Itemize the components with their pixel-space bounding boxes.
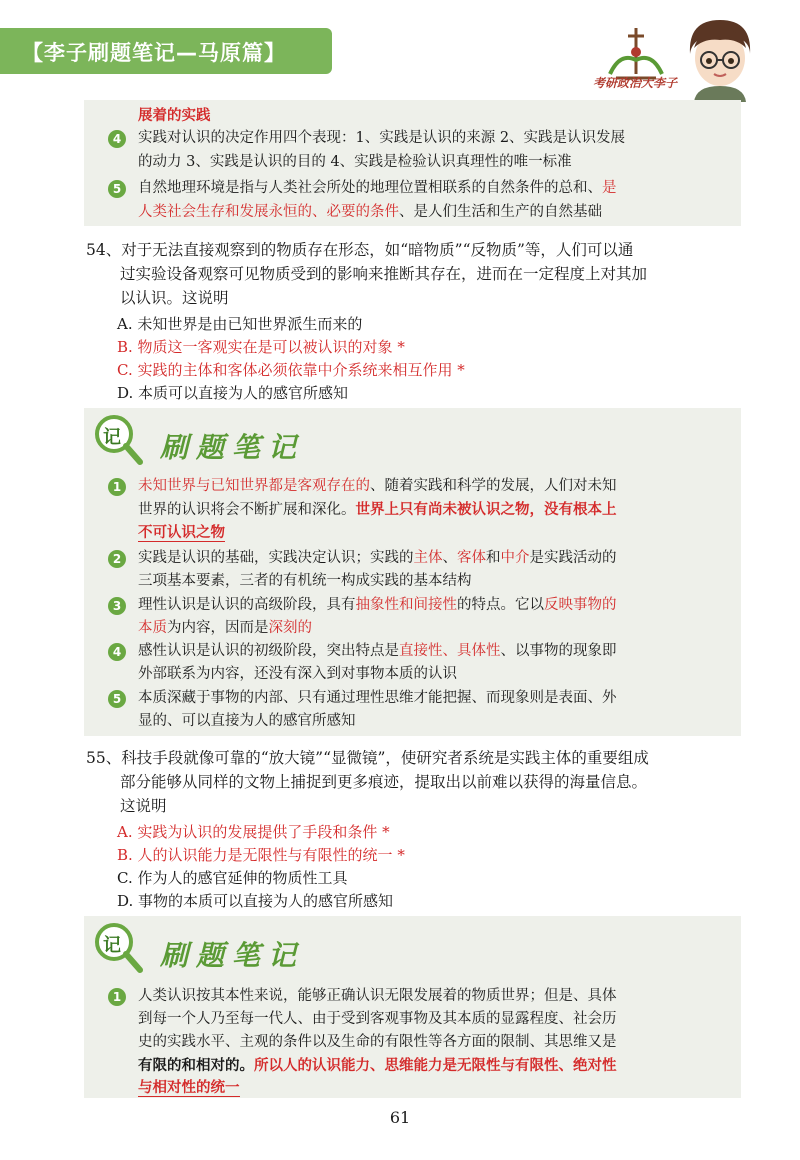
note1-item4-line2: 外部联系为内容，还没有深入到对事物本质的认识 bbox=[138, 666, 457, 682]
note-text-red: 是 bbox=[602, 180, 617, 196]
note-number-badge: 2 bbox=[108, 550, 126, 568]
note1-item2-line2: 三项基本要素，三者的有机统一构成实践的基本结构 bbox=[138, 573, 472, 589]
note-number-badge: 5 bbox=[108, 180, 126, 198]
note-number-badge: 3 bbox=[108, 597, 126, 615]
note2-item1-line4 bbox=[138, 1054, 617, 1078]
note-text-red: 世界上只有尚未被认识之物，没有根本上 bbox=[355, 501, 617, 518]
note-text: 感性认识是认识的初级阶段，突出特点是 bbox=[138, 643, 399, 659]
note2-item1-line1: 人类认识按其本性来说，能够正确认识无限发展着的物质世界；但是、具体 bbox=[138, 988, 617, 1004]
note2-item1-line2: 到每一个人乃至每一代人、由于受到客观事物及其本质的显露程度、社会历 bbox=[138, 1011, 617, 1027]
q54-stem-line1: 54、对于无法直接观察到的物质存在形态，如“暗物质”“反物质”等，人们可以通 bbox=[86, 241, 634, 259]
note1-item3-line1 bbox=[138, 594, 617, 617]
note2-item1-line3: 史的实践水平、主观的条件以及生命的有限性等各方面的限制、其思维又是 bbox=[138, 1034, 617, 1050]
note-item-5-line2 bbox=[138, 201, 602, 224]
note-text-red: 反映事物的 bbox=[544, 597, 617, 613]
q55-stem-line3: 这说明 bbox=[120, 797, 167, 815]
note1-item5-line1: 本质深藏于事物的内部、只有通过理性思维才能把握、而现象则是表面、外 bbox=[138, 690, 617, 706]
note-item-5-line1 bbox=[138, 177, 617, 200]
banner-title: 【李子刷题笔记—马原篇】 bbox=[22, 41, 286, 65]
avatar bbox=[680, 14, 760, 102]
q55-stem-line2: 部分能够从同样的文物上捕捉到更多痕迹，提取出以前难以获得的海量信息。 bbox=[120, 773, 648, 791]
note-text-red: 深刻的 bbox=[268, 620, 312, 636]
note-number-badge: 5 bbox=[108, 690, 126, 708]
note-text: 世界的认识将会不断扩展和深化。 bbox=[138, 502, 356, 518]
q54-stem-line2: 过实验设备观察可见物质受到的影响来推断其存在，进而在一定程度上对其加 bbox=[120, 265, 648, 283]
note-number-badge: 4 bbox=[108, 643, 126, 661]
note-item-4-line1: 实践对认识的决定作用四个表现：1、实践是认识的来源 2、实践是认识发展 bbox=[138, 130, 626, 146]
note-text-red: 中介 bbox=[500, 550, 530, 566]
note-text: 有限的和相对的。 bbox=[138, 1057, 254, 1074]
note-text-red: 所以人的认识能力、思维能力是无限性与有限性、绝对性 bbox=[254, 1057, 617, 1074]
note-text-red: 不可认识之物 bbox=[138, 524, 225, 541]
note-item-4-line2: 的动力 3、实践是认识的目的 4、实践是检验认识真理性的唯一标准 bbox=[138, 154, 572, 170]
note-text: 自然地理环境是指与人类社会所处的地理位置相联系的自然条件的总和、 bbox=[138, 180, 602, 196]
note1-item5-line2: 显的、可以直接为人的感官所感知 bbox=[138, 713, 356, 729]
note-text-red: 本质 bbox=[138, 620, 167, 636]
note-number-badge: 4 bbox=[108, 130, 126, 148]
note-text-red: 主体 bbox=[413, 550, 443, 566]
note-text-red: 人类社会生存和发展永恒的、必要的条件 bbox=[138, 204, 399, 220]
note1-item2-line1 bbox=[138, 547, 617, 570]
note-text: 的特点。它以 bbox=[457, 597, 544, 613]
note-text: 、随着实践和科学的发展，人们对未知 bbox=[370, 478, 617, 494]
q54-option-b: B. 物质这一客观实在是可以被认识的对象 * bbox=[117, 338, 405, 356]
note-text-red: 与相对性的统一 bbox=[138, 1079, 240, 1096]
q55-option-d: D. 事物的本质可以直接为人的感官所感知 bbox=[117, 892, 394, 910]
note-text: 、以事物的现象即 bbox=[500, 643, 617, 659]
note-icon-char: 记 bbox=[103, 935, 121, 956]
note-text: 为内容，因而是 bbox=[167, 620, 269, 636]
q54-option-a: A. 未知世界是由已知世界派生而来的 bbox=[117, 315, 363, 333]
note-title: 刷题笔记 bbox=[160, 431, 305, 464]
note-text: 理性认识是认识的高级阶段，具有 bbox=[138, 597, 356, 613]
note1-item4-line1 bbox=[138, 640, 617, 663]
brand-text: 考研政治大李子 bbox=[592, 76, 677, 90]
note-text: 实践是认识的基础，实践决定认识；实践的 bbox=[138, 550, 414, 566]
q54-stem-line3: 以认识。这说明 bbox=[120, 289, 229, 307]
page-number: 61 bbox=[389, 1108, 411, 1127]
note-title: 刷题笔记 bbox=[160, 939, 305, 972]
note1-item3-line2 bbox=[138, 617, 312, 640]
note-text-red: 直接性、具体性 bbox=[399, 643, 501, 659]
note2-item1-line5 bbox=[138, 1076, 240, 1100]
note1-item1-line3 bbox=[138, 521, 225, 545]
q55-option-a: A. 实践为认识的发展提供了手段和条件 * bbox=[117, 823, 390, 841]
note-continuation: 展着的实践 bbox=[138, 107, 211, 124]
q55-option-c: C. 作为人的感官延伸的物质性工具 bbox=[117, 869, 348, 887]
q55-stem-line1: 55、科技手段就像可靠的“放大镜”“显微镜”，使研究者系统是实践主体的重要组成 bbox=[86, 749, 649, 767]
note-icon-char: 记 bbox=[103, 427, 121, 448]
note1-item1-line2 bbox=[138, 498, 617, 522]
note-number-badge: 1 bbox=[108, 988, 126, 1006]
note-text-red: 抽象性和间接性 bbox=[355, 597, 457, 613]
note-text: 和 bbox=[486, 550, 501, 566]
note-text: 是实践活动的 bbox=[529, 550, 617, 566]
header-banner bbox=[0, 28, 332, 74]
note-text: 、 bbox=[442, 550, 457, 566]
note1-item1-line1 bbox=[138, 475, 617, 498]
q55-option-b: B. 人的认识能力是无限性与有限性的统一 * bbox=[117, 846, 405, 864]
q54-option-d: D. 本质可以直接为人的感官所感知 bbox=[117, 384, 349, 402]
note-text-red: 客体 bbox=[457, 550, 486, 566]
note-text: 、是人们生活和生产的自然基础 bbox=[399, 204, 602, 220]
note-text-red: 未知世界与已知世界都是客观存在的 bbox=[138, 478, 370, 494]
q54-option-c: C. 实践的主体和客体必须依靠中介系统来相互作用 * bbox=[117, 361, 465, 379]
note-number-badge: 1 bbox=[108, 478, 126, 496]
